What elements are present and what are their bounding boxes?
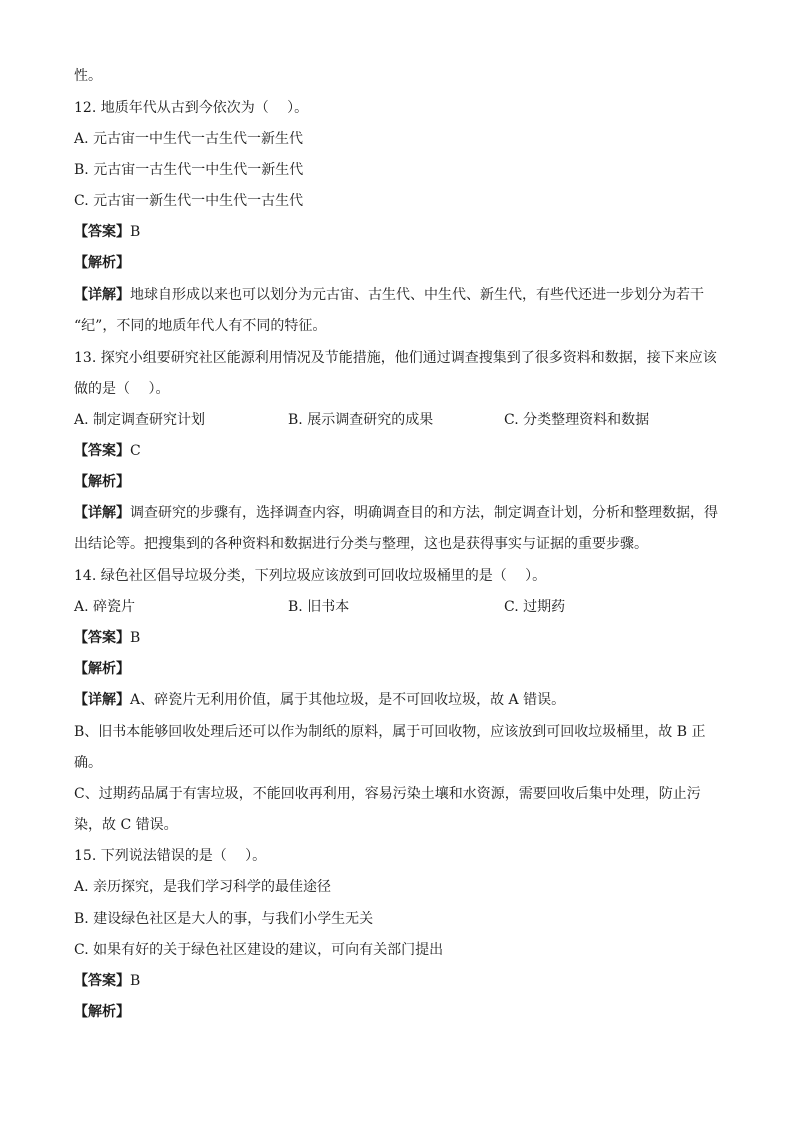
question-13-options [74,410,714,430]
answer-value: B [130,224,141,240]
question-13-option-a: A. 制定调查研究计划 [74,412,206,428]
detail-tag: 【详解】 [74,287,130,303]
question-14-detail-line-4: C、过期药品属于有害垃圾，不能回收再利用，容易污染土壤和水资源，需要回收后集中处理，防止污 [74,786,701,802]
question-14-answer [74,628,140,648]
question-12-answer [74,222,140,242]
question-12-option-b: B. 元古宙一古生代一中生代一新生代 [74,162,304,178]
question-13-stem-line-2: 做的是（ ）。 [74,381,170,397]
detail-text: A、碎瓷片无利用价值，属于其他垃圾，是不可回收垃圾，故 A 错误。 [130,692,566,708]
question-13-detail-line-1 [74,503,718,523]
question-12-detail-line-2: “纪”，不同的地质年代人有不同的特征。 [74,318,327,334]
question-14-analysis-tag: 【解析】 [74,661,130,677]
question-14-option-b: B. 旧书本 [288,599,350,615]
question-15-analysis-tag: 【解析】 [74,1004,130,1020]
question-15-stem: 15. 下列说法错误的是（ ）。 [74,848,267,864]
question-14-detail-line-5: 染，故 C 错误。 [74,817,178,833]
question-14-stem: 14. 绿色社区倡导垃圾分类，下列垃圾应该放到可回收垃圾桶里的是（ ）。 [74,568,547,584]
question-12-option-a: A. 元古宙一中生代一古生代一新生代 [74,131,304,147]
question-12-detail-line-1 [74,285,704,305]
question-15-answer [74,971,140,991]
question-14-detail-line-3: 确。 [74,755,102,771]
answer-tag: 【答案】 [74,973,130,989]
question-14-detail-line-2: B、旧书本能够回收处理后还可以作为制纸的原料，属于可回收物，应该放到可回收垃圾桶里，故 B 正 [74,724,706,740]
question-12-analysis-tag: 【解析】 [74,255,130,271]
question-13-option-c: C. 分类整理资料和数据 [504,412,650,428]
continuation-text: 性。 [74,68,102,84]
question-12-option-c: C. 元古宙一新生代一中生代一古生代 [74,193,304,209]
question-15-option-c: C. 如果有好的关于绿色社区建设的建议，可向有关部门提出 [74,942,444,958]
question-14-option-c: C. 过期药 [504,599,566,615]
answer-value: B [130,973,141,989]
question-14-option-a: A. 碎瓷片 [74,599,136,615]
question-15-option-b: B. 建设绿色社区是大人的事，与我们小学生无关 [74,911,374,927]
question-15-option-a: A. 亲历探究，是我们学习科学的最佳途径 [74,879,332,895]
detail-tag: 【详解】 [74,505,130,521]
question-13-detail-line-2: 出结论等。把搜集到的各种资料和数据进行分类与整理，这也是获得事实与证据的重要步骤。 [74,536,648,552]
question-13-analysis-tag: 【解析】 [74,474,130,490]
question-14-detail-line-1 [74,690,565,710]
question-13-answer [74,441,141,461]
detail-text: 地球自形成以来也可以划分为元古宙、古生代、中生代、新生代，有些代还进一步划分为若干 [130,287,704,303]
answer-tag: 【答案】 [74,630,130,646]
question-14-options [74,597,714,617]
question-13-option-b: B. 展示调查研究的成果 [288,412,434,428]
answer-tag: 【答案】 [74,224,130,240]
answer-value: C [130,443,141,459]
answer-value: B [130,630,141,646]
question-12-stem: 12. 地质年代从古到今依次为（ ）。 [74,100,309,116]
question-13-stem-line-1: 13. 探究小组要研究社区能源利用情况及节能措施，他们通过调查搜集到了很多资料和数据，接下来应该 [74,350,717,366]
detail-text: 调查研究的步骤有，选择调查内容，明确调查目的和方法，制定调查计划，分析和整理数据，得 [130,505,718,521]
answer-tag: 【答案】 [74,443,130,459]
detail-tag: 【详解】 [74,692,130,708]
